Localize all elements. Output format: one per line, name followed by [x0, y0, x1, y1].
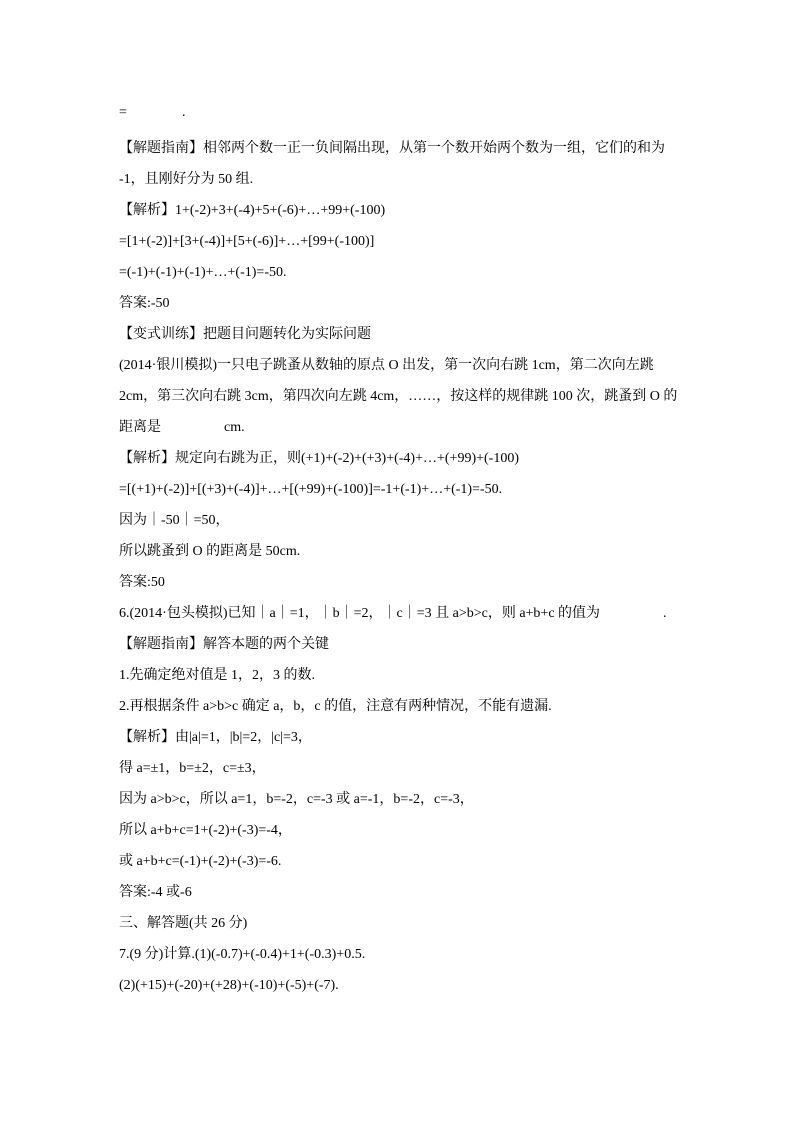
q6-answer: 答案:-4 或-6: [119, 885, 192, 900]
variant-solution-1: 【解析】规定向右跳为正，则(+1)+(-2)+(+3)+(-4)+…+(+99)+(-100): [119, 451, 519, 466]
variant-solution-3: 因为｜-50｜=50，: [119, 513, 230, 528]
variant-question-1: (2014·银川模拟)一只电子跳蚤从数轴的原点 O 出发，第一次向右跳 1cm，第二次向左跳: [119, 358, 654, 373]
equals-sign: =: [119, 105, 127, 120]
answer-line: [119, 104, 679, 140]
q6-hint-2: 2.再根据条件 a>b>c 确定 a，b，c 的值，注意有两种情况，不能有遗漏.: [119, 699, 552, 714]
variant-solution-2: =[(+1)+(-2)]+[(+3)+(-4)]+…+[(+99)+(-100)]=-1+(-1)+…+(-1)=-50.: [119, 482, 503, 497]
variant-solution-4: 所以跳蚤到 O 的距离是 50cm.: [119, 544, 301, 559]
document-body: [119, 104, 679, 1008]
answer-text: 答案:-50: [119, 296, 170, 311]
variant-question-2: 2cm，第三次向右跳 3cm，第四次向左跳 4cm，……，按这样的规律跳 100 次，跳蚤到 O 的: [119, 389, 678, 404]
q6-hint-1: 1.先确定绝对值是 1，2，3 的数.: [119, 668, 315, 683]
solution-line-3: =(-1)+(-1)+(-1)+…+(-1)=-50.: [119, 265, 287, 280]
variant-answer: 答案:50: [119, 575, 165, 590]
q6-solution-3: 因为 a>b>c，所以 a=1，b=-2，c=-3 或 a=-1，b=-2，c=-3，: [119, 792, 474, 807]
section-heading: 三、解答题(共 26 分): [119, 916, 248, 931]
variant-question-3: 距离是 cm.: [119, 420, 245, 435]
question-7-part-1: 7.(9 分)计算.(1)(-0.7)+(-0.4)+1+(-0.3)+0.5.: [119, 947, 366, 962]
question-6: 6.(2014·包头模拟)已知｜a｜=1，｜b｜=2，｜c｜=3 且 a>b>c，则 a+b+c 的值为 .: [119, 606, 667, 621]
solution-line-1: 【解析】1+(-2)+3+(-4)+5+(-6)+…+99+(-100): [119, 203, 386, 218]
solution-line-2: =[1+(-2)]+[3+(-4)]+[5+(-6)]+…+[99+(-100)]: [119, 234, 375, 249]
variant-heading: 【变式训练】把题目问题转化为实际问题: [119, 327, 371, 342]
q6-solution-5: 或 a+b+c=(-1)+(-2)+(-3)=-6.: [119, 854, 282, 869]
answer-blank-period: .: [182, 105, 186, 120]
q6-solution-2: 得 a=±1，b=±2，c=±3，: [119, 761, 266, 776]
q6-solution-1: 【解析】由|a|=1，|b|=2，|c|=3，: [119, 730, 312, 745]
q6-solution-4: 所以 a+b+c=1+(-2)+(-3)=-4，: [119, 823, 292, 838]
hint-line-2: -1，且刚好分为 50 组.: [119, 172, 254, 187]
q6-hint-heading: 【解题指南】解答本题的两个关键: [119, 637, 329, 652]
hint-line-1: 【解题指南】相邻两个数一正一负间隔出现，从第一个数开始两个数为一组，它们的和为: [119, 141, 665, 156]
question-7-part-2: (2)(+15)+(-20)+(+28)+(-10)+(-5)+(-7).: [119, 978, 339, 993]
